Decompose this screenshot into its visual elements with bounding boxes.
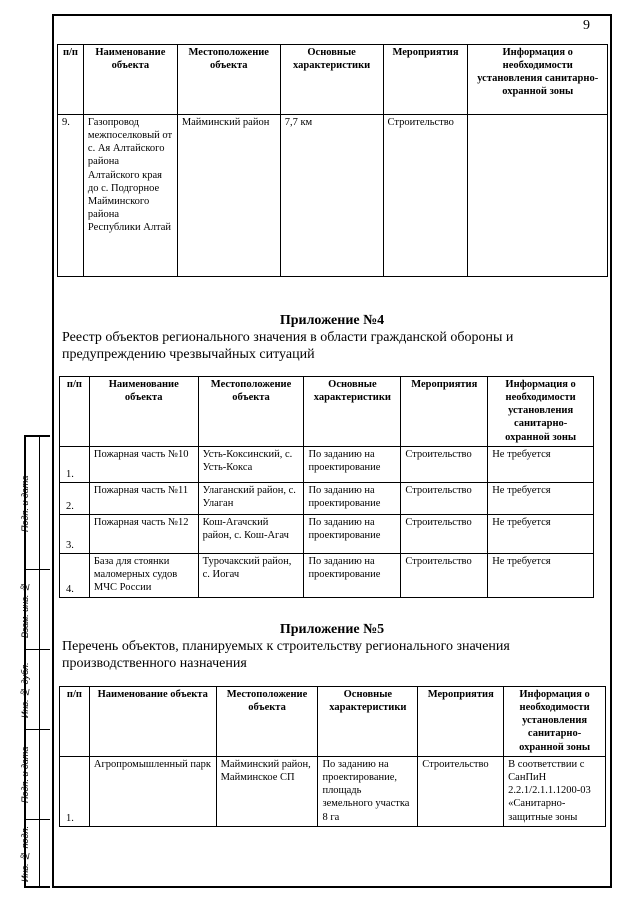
cell-location: Усть-Коксинский, с. Усть-Кокса	[198, 447, 304, 483]
cell-info: Не требуется	[488, 447, 594, 483]
stamp-cell	[20, 820, 50, 888]
stamp-cell	[20, 570, 50, 650]
header-location: Местоположение объекта	[216, 687, 318, 757]
header-location: Местоположение объекта	[198, 377, 304, 447]
header-characteristics: Основные характеристики	[318, 687, 418, 757]
section4-title: Приложение №4	[279, 313, 385, 328]
table-civil-defense	[59, 376, 594, 598]
row-number: 4.	[66, 583, 74, 595]
cell-characteristics: 7,7 км	[280, 115, 383, 277]
cell-num	[60, 515, 90, 554]
cell-num: 9.	[58, 115, 84, 277]
row-number: 3.	[66, 539, 74, 551]
cell-num	[60, 554, 90, 598]
cell-location: Майминский район	[177, 115, 280, 277]
header-characteristics: Основные характеристики	[280, 45, 383, 115]
table-row	[60, 515, 594, 554]
cell-num	[60, 483, 90, 515]
cell-measures: Строительство	[401, 483, 488, 515]
cell-characteristics: По заданию на проектирование	[304, 447, 401, 483]
row-number: 1.	[66, 468, 74, 480]
header-characteristics: Основные характеристики	[304, 377, 401, 447]
cell-characteristics: По заданию на проектирование	[304, 483, 401, 515]
cell-characteristics: По заданию на проектирование, площадь земельного участка 8 га	[318, 757, 418, 827]
header-info: Информация о необходимости установления санитарно-охранной зоны	[504, 687, 606, 757]
cell-name: Пожарная часть №11	[89, 483, 198, 515]
cell-characteristics: По заданию на проектирование	[304, 515, 401, 554]
cell-info: Не требуется	[488, 554, 594, 598]
stamp-cell	[20, 650, 50, 730]
header-name: Наименование объекта	[89, 687, 216, 757]
cell-measures: Строительство	[401, 515, 488, 554]
header-num: п/п	[60, 377, 90, 447]
header-name: Наименование объекта	[89, 377, 198, 447]
title-block-strip	[20, 435, 50, 888]
cell-measures: Строительство	[401, 554, 488, 598]
cell-name: База для стоянки маломерных судов МЧС России	[89, 554, 198, 598]
cell-measures: Строительство	[401, 447, 488, 483]
section5-title: Приложение №5	[279, 622, 385, 637]
header-name: Наименование объекта	[83, 45, 177, 115]
cell-name: Пожарная часть №10	[89, 447, 198, 483]
header-measures: Мероприятия	[418, 687, 504, 757]
header-measures: Мероприятия	[383, 45, 468, 115]
cell-info: Не требуется	[488, 515, 594, 554]
header-info: Информация о необходимости установления санитарно-охранной зоны	[488, 377, 594, 447]
table-gas-pipeline	[57, 44, 608, 277]
table-header-row	[60, 377, 594, 447]
table-industrial-objects	[59, 686, 606, 827]
header-num: п/п	[60, 687, 90, 757]
stamp-cell	[20, 730, 50, 820]
table-header-row	[58, 45, 608, 115]
cell-num	[60, 757, 90, 827]
cell-location: Улаганский район, с. Улаган	[198, 483, 304, 515]
row-number: 1.	[66, 812, 74, 824]
table-row	[60, 447, 594, 483]
page-number: 9	[583, 18, 590, 33]
cell-measures: Строительство	[418, 757, 504, 827]
stamp-label: Инв. № подл.	[20, 825, 30, 883]
cell-location: Турочакский район, с. Иогач	[198, 554, 304, 598]
cell-location: Кош-Агачский район, с. Кош-Агач	[198, 515, 304, 554]
table-row	[60, 554, 594, 598]
header-location: Местоположение объекта	[177, 45, 280, 115]
header-num: п/п	[58, 45, 84, 115]
cell-measures: Строительство	[383, 115, 468, 277]
header-measures: Мероприятия	[401, 377, 488, 447]
table-row	[60, 483, 594, 515]
stamp-label: Подп. и дата	[20, 475, 30, 532]
stamp-label: Инв. № дубл.	[20, 662, 30, 718]
table-row	[58, 115, 608, 277]
cell-info: В соответствии с СанПиН 2.2.1/2.1.1.1200-03 «Санитарно-защитные зоны	[504, 757, 606, 827]
stamp-cell	[20, 437, 50, 570]
cell-info	[468, 115, 608, 277]
section4-subtitle: Реестр объектов регионального значения в области гражданской обороны и предупреждению чрезвычайных ситуаций	[62, 330, 514, 362]
cell-name: Агропромышленный парк	[89, 757, 216, 827]
cell-num	[60, 447, 90, 483]
table-header-row	[60, 687, 606, 757]
row-number: 2.	[66, 500, 74, 512]
cell-name: Газопровод межпоселковый от с. Ая Алтайского района Алтайского края до с. Подгорное Майминского района Республики Алтай	[83, 115, 177, 277]
cell-info: Не требуется	[488, 483, 594, 515]
cell-characteristics: По заданию на проектирование	[304, 554, 401, 598]
stamp-label: Подп. и дата	[20, 746, 30, 804]
section5-subtitle: Перечень объектов, планируемых к строительству регионального значения производственного назначения	[62, 639, 510, 671]
header-info: Информация о необходимости установления санитарно-охранной зоны	[468, 45, 608, 115]
cell-name: Пожарная часть №12	[89, 515, 198, 554]
cell-location: Майминский район, Майминское СП	[216, 757, 318, 827]
stamp-label: Взам. инв. №	[20, 582, 30, 638]
table-row	[60, 757, 606, 827]
